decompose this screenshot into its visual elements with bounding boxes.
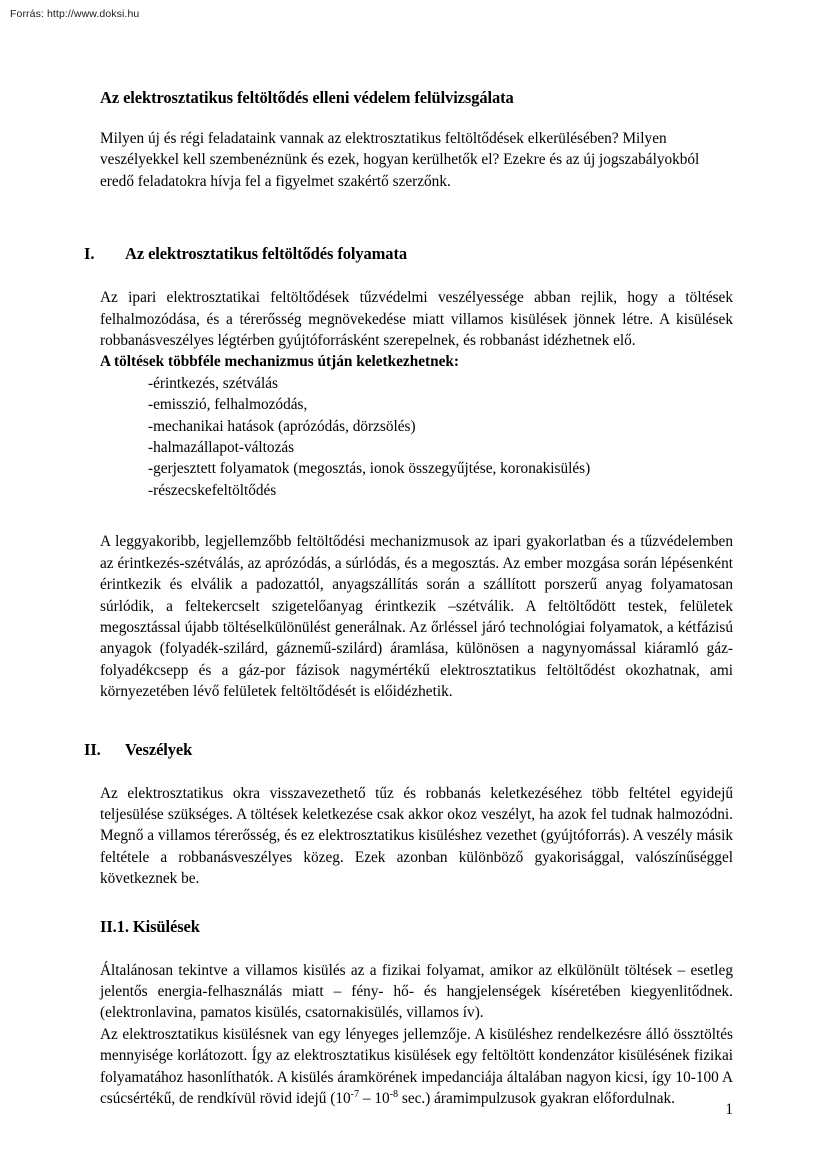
- section-heading-1: [84, 243, 733, 265]
- lead-paragraph: Milyen új és régi feladataink vannak az elektrosztatikus feltöltődések elkerülésében? Milyen veszélyekkel kell szembenéznünk és ezek, hogyan kerülhetők el? Ezekre és az új jogszabályokból eredő feladatokra hívja fel a figyelmet szakértő szerzőnk.: [100, 130, 700, 190]
- spacer: [100, 217, 733, 243]
- subsection-paragraph-2: [100, 1024, 733, 1110]
- subsection-paragraph-2-text-a: Az elektrosztatikus kisülésnek van egy lényeges jellemzője. A kisüléshez rendelkezésre álló össztöltés mennyisége korlátozott. Így az elektrosztatikus kisülések egy feltöltött kondenzátor kisülésének fizikai folyamatához hasonlíthatók. A kisülés áramkörének impedanciája általában nagyon kicsi, így 10-100 A csúcsértékű, de rendkívül rövid idejű (10: [100, 1025, 733, 1107]
- subsection-paragraph-2-text-c: sec.) áramimpulzusok gyakran előfordulnak.: [398, 1090, 675, 1107]
- section-number-1: I.: [84, 244, 95, 264]
- list-item: -gerjesztett folyamatok (megosztás, ionok összegyűjtése, koronakisülés): [148, 460, 591, 478]
- list-heading: A töltések többféle mechanizmus útján keletkezhetnek:: [100, 353, 460, 371]
- document-body: [84, 88, 733, 1109]
- spacer: [100, 890, 733, 916]
- section-2-paragraph-1: Az elektrosztatikus okra visszavezethető tűz és robbanás keletkezéséhez több feltétel egyidejű teljesülése szükséges. A töltések keletkezése csak akkor okoz veszélyt, ha azok fel tudnak halmozódni. Megnő a villamos térerősség, és ez elektrosztatikus kisüléshez vezethet (gyújtóforrás). A veszély másik feltétele a robbanásveszélyes közeg. Ezek azonban különböző gyakorisággal, valószínűséggel következnek be.: [100, 784, 733, 888]
- page-title: Az elektrosztatikus feltöltődés elleni védelem felülvizsgálata: [100, 88, 514, 107]
- section-number-2: II.: [84, 739, 101, 759]
- list-item: -részecskefeltöltődés: [148, 481, 277, 499]
- section-title-2: Veszélyek: [125, 739, 193, 759]
- spacer: [100, 703, 733, 739]
- exponent-minus-seven: -7: [350, 1088, 360, 1100]
- list-item: -emisszió, felhalmozódás,: [148, 396, 308, 414]
- list-item: -mechanikai hatások (aprózódás, dörzsölés): [148, 417, 416, 435]
- exponent-minus-eight: -8: [389, 1088, 399, 1100]
- list-item: -halmazállapot-változás: [148, 439, 295, 457]
- subsection-heading-2-1: II.1. Kisülések: [100, 916, 200, 936]
- section-heading-2: [84, 739, 733, 761]
- spacer: [100, 501, 733, 531]
- list-item: -érintkezés, szétválás: [148, 374, 278, 392]
- subsection-paragraph-2-text-b: – 10: [359, 1090, 390, 1107]
- source-watermark: Forrás: http://www.doksi.hu: [10, 8, 140, 20]
- subsection-paragraph-1: Általánosan tekintve a villamos kisülés az a fizikai folyamat, amikor az elkülönült töltések – esetleg jelentős energia-felhasználás miatt – fény- hő- és hangjelenségek kíséretében kiegyenlitődnek. (elektronlavina, pamatos kisülés, csatornakisülés, villamos ív).: [100, 961, 733, 1022]
- section-title-1: Az elektrosztatikus feltöltődés folyamata: [125, 244, 407, 264]
- page-number: 1: [725, 1101, 733, 1118]
- mechanism-list: [100, 373, 733, 501]
- section-1-paragraph-1: Az ipari elektrosztatikai feltöltődések tűzvédelmi veszélyessége abban rejlik, hogy a töltések felhalmozódása, és a térerősség megnövekedése miatt villamos kisülések jönnek létre. A kisülések robbanásveszélyes légtérben gyújtóforrásként szerepelnek, és robbanást idézhetnek elő.: [100, 289, 733, 350]
- section-1-paragraph-2: A leggyakoribb, legjellemzőbb feltöltődési mechanizmusok az ipari gyakorlatban és a tűzvédelemben az érintkezés-szétválás, az aprózódás, a súrlódás, és a megosztás. Az ember mozgása során lépésenként érintkezik és elválik a padozattól, anyagszállítás során a szállított porszerű anyag folyamatosan súrlódik, a feltekercselt szigetelőanyag érintkezik –szétválik. A feltöltődött testek, felületek megosztással újabb töltéselkülönülést generálnak. Az őrléssel járó technológiai folyamatok, a kétfázisú anyagok (folyadék-szilárd, gáznemű-szilárd) áramlása, különösen a nagynyomással kiáramló gáz-folyadékcsepp és a gáz-por fázisok nagymértékű elektrosztatikus feltöltődést okozhatnak, ami környezetében lévő felületek feltöltődését is előidézhetik.: [100, 533, 733, 701]
